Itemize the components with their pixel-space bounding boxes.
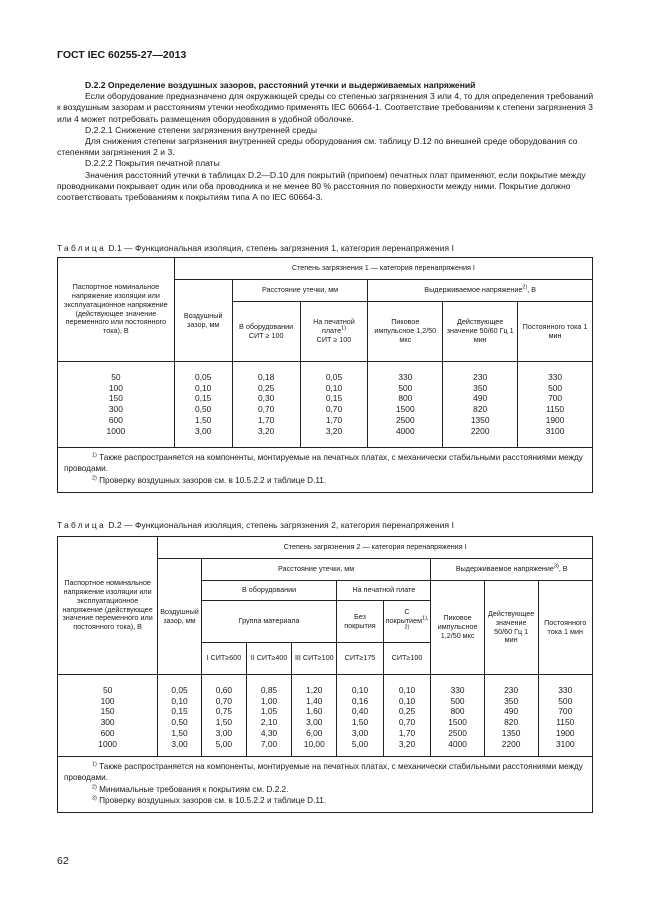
table-cell-value: 800 bbox=[450, 706, 465, 717]
table-cell-value: 2,10 bbox=[260, 717, 278, 728]
table-cell-value: 0,60 bbox=[215, 685, 233, 695]
table-cell-value: 3,00 bbox=[306, 717, 323, 728]
table2-head-group-ii: II СИТ≥400 bbox=[246, 643, 291, 675]
table1-caption-text: D.1 — Функциональная изоляция, степень загрязнения 1, категория перенапряжения I bbox=[108, 243, 455, 253]
table-cell-value: 3,00 bbox=[195, 425, 212, 436]
page-number: 62 bbox=[57, 855, 69, 867]
table-cell-value: 5,00 bbox=[215, 738, 233, 749]
table2-col-group-ii bbox=[246, 675, 291, 757]
table-cell-value: 3100 bbox=[545, 425, 565, 436]
table-cell-value: 0,70 bbox=[325, 404, 343, 415]
table1-col-impulse bbox=[368, 362, 443, 448]
paragraph-1: Если оборудование предназначено для окружающей среды со степенью загрязнения 3 или 4, то для определения требований к воздушным зазорам и расстояниям утечки необходимо применять IEC 60664-1. Соответствие требованиям к степени загрязнения 3 или 4 может потребовать размещения оборудования в удобной оболочке. bbox=[57, 91, 594, 124]
table2-col-dc bbox=[538, 675, 592, 757]
table-cell-value: 1,50 bbox=[171, 727, 188, 738]
table2-col-coat bbox=[383, 675, 431, 757]
table2-head-voltage: Паспортное номинальное напряжение изоляции или эксплуатационное напряжение (действующее значение переменного или постоянного тока), В bbox=[58, 537, 158, 675]
table-cell-value: 820 bbox=[473, 404, 488, 415]
table1-head-ac: Действующее значение 50/60 Гц 1 мин bbox=[443, 302, 518, 362]
table2-col-impulse bbox=[431, 675, 484, 757]
subheading-2: D.2.2.2 Покрытия печатной платы bbox=[85, 158, 220, 169]
table-cell-value: 0,85 bbox=[260, 685, 278, 695]
table-cell-value: 350 bbox=[504, 695, 519, 706]
table-cell-value: 0,70 bbox=[257, 404, 275, 415]
table-cell-value: 500 bbox=[450, 695, 465, 706]
table-cell-value: 1,70 bbox=[257, 414, 275, 425]
table2-head-coat: С покрытием$^{1), 2)}$ bbox=[383, 601, 431, 643]
table1-notes bbox=[58, 448, 593, 493]
table-cell-value: 7,00 bbox=[260, 738, 278, 749]
table-cell-value: 0,15 bbox=[325, 393, 343, 404]
document-header: ГОСТ IEC 60255-27—2013 bbox=[57, 49, 187, 61]
table2-head-group-i: I СИТ≥600 bbox=[201, 643, 246, 675]
table-cell-value: 0,10 bbox=[351, 685, 369, 695]
table-cell-value: 4000 bbox=[448, 738, 467, 749]
table-cell-value: 1350 bbox=[501, 727, 521, 738]
table1-head-equip: В оборудовании СИТ ≥ 100 bbox=[232, 302, 300, 362]
table-cell-value: 330 bbox=[450, 685, 465, 695]
table-cell-value: 500 bbox=[548, 382, 563, 393]
table2-head-impulse: Пиковое импульсное 1,2/50 мкс bbox=[431, 581, 484, 675]
table-cell-value: 0,70 bbox=[215, 695, 233, 706]
table-cell-value: 2200 bbox=[501, 738, 521, 749]
table2-col-nocoat bbox=[337, 675, 383, 757]
table-cell-value: 3,20 bbox=[325, 425, 343, 436]
table-cell-value: 50 bbox=[111, 372, 121, 382]
table-cell-value: 1,40 bbox=[306, 695, 323, 706]
table2-caption-text: D.2 — Функциональная изоляция, степень загрязнения 2, категория перенапряжения I bbox=[108, 520, 455, 530]
table1-head-pcb: На печатной плате$^{1)}$ СИТ ≥ 100 bbox=[300, 302, 368, 362]
table2-col-ac bbox=[484, 675, 538, 757]
table2-head-material: Группа материала bbox=[201, 601, 337, 643]
table-cell-value: 820 bbox=[504, 717, 519, 728]
table-cell-value: 50 bbox=[102, 685, 113, 695]
table1-col-ac bbox=[443, 362, 518, 448]
table-cell-value: 4,30 bbox=[260, 727, 278, 738]
table-cell-value: 1,70 bbox=[398, 727, 416, 738]
table-cell-value: 300 bbox=[108, 404, 123, 415]
table1-col-dc bbox=[518, 362, 593, 448]
table-cell-value: 5,00 bbox=[351, 738, 369, 749]
table-cell-value: 0,10 bbox=[398, 695, 416, 706]
table-cell-value: 2500 bbox=[448, 727, 467, 738]
table-cell-value: 6,00 bbox=[306, 727, 323, 738]
table2-col-group-iii bbox=[292, 675, 337, 757]
table-cell-value: 1,05 bbox=[260, 706, 278, 717]
table1-caption-prefix: Таблица bbox=[57, 243, 106, 253]
table1-col-clearance bbox=[174, 362, 232, 448]
table1-head-withstand: Выдерживаемое напряжение$^{2)}$, В bbox=[368, 280, 593, 302]
table-cell-value: 500 bbox=[398, 382, 413, 393]
table-cell-value: 3,20 bbox=[257, 425, 275, 436]
table-cell-value: 0,10 bbox=[171, 695, 188, 706]
table-cell-value: 1900 bbox=[545, 414, 565, 425]
table-cell-value: 3,00 bbox=[215, 727, 233, 738]
paragraph-2: Для снижения степени загрязнения внутренней среды оборудования см. таблицу D.12 по внешней среде оборудования со степенями загрязнения 2 и 3. bbox=[57, 136, 578, 158]
table-cell-value: 330 bbox=[398, 372, 413, 382]
table-cell-value: 4000 bbox=[395, 425, 415, 436]
table-cell-value: 150 bbox=[100, 706, 115, 717]
table-cell-value: 0,70 bbox=[398, 717, 416, 728]
table2 bbox=[57, 536, 593, 813]
table1-head-clearance: Воздушный зазор, мм bbox=[174, 280, 232, 362]
table2-head-creepage: Расстояние утечки, мм bbox=[201, 559, 431, 581]
table2-caption-prefix: Таблица bbox=[57, 520, 106, 530]
table-cell-value: 600 bbox=[100, 727, 115, 738]
table-cell-value: 490 bbox=[473, 393, 488, 404]
table2-note-2: $^{2)}$ Минимальные требования к покрытиям см. D.2.2. bbox=[92, 783, 289, 794]
table-cell-value: 490 bbox=[504, 706, 519, 717]
table-cell-value: 1500 bbox=[448, 717, 467, 728]
table2-data-row bbox=[58, 675, 593, 757]
table-cell-value: 1,50 bbox=[215, 717, 233, 728]
table-cell-value: 0,25 bbox=[257, 382, 275, 393]
table-cell-value: 1,70 bbox=[325, 414, 343, 425]
table-cell-value: 0,05 bbox=[325, 372, 343, 382]
table-cell-value: 1500 bbox=[395, 404, 415, 415]
table-cell-value: 0,30 bbox=[257, 393, 275, 404]
table-cell-value: 1,20 bbox=[306, 685, 323, 695]
table-cell-value: 2200 bbox=[470, 425, 490, 436]
table1-note-2: $^{2)}$ Проверку воздушных зазоров см. в 10.5.2.2 и таблице D.11. bbox=[92, 474, 327, 485]
table2-col-group-i bbox=[201, 675, 246, 757]
table-cell-value: 0,16 bbox=[351, 695, 369, 706]
table2-head-pcb: На печатной плате bbox=[337, 581, 431, 601]
table-cell-value: 100 bbox=[100, 695, 115, 706]
table-cell-value: 230 bbox=[473, 372, 488, 382]
table-cell-value: 1000 bbox=[106, 425, 126, 436]
table-cell-value: 600 bbox=[108, 414, 123, 425]
table-cell-value: 0,40 bbox=[351, 706, 369, 717]
table1-caption bbox=[57, 243, 454, 253]
table-cell-value: 3,00 bbox=[351, 727, 369, 738]
intro-text bbox=[57, 80, 594, 203]
paragraph-3: Значения расстояний утечки в таблицах D.2—D.10 для покрытий (припоем) печатных плат применяют, если покрытие между проводниками покрывает один или оба проводника и не менее 80 % расстояния по поверхности между ними. Покрытие должно соответствовать требованиям к покрытиям типа А по IEC 60664-3. bbox=[57, 169, 586, 203]
table1-col-voltage bbox=[58, 362, 175, 448]
table2-head-cti175: СИТ≥175 bbox=[337, 643, 383, 675]
table-cell-value: 330 bbox=[558, 685, 573, 695]
table2-head-ac: Действующее значение 50/60 Гц 1 мин bbox=[484, 581, 538, 675]
table-cell-value: 1000 bbox=[98, 738, 117, 749]
section-title: D.2.2 Определение воздушных зазоров, расстояний утечки и выдерживаемых напряжений bbox=[85, 80, 476, 90]
table-cell-value: 2500 bbox=[395, 414, 415, 425]
table-cell-value: 800 bbox=[398, 393, 413, 404]
table2-notes bbox=[58, 757, 593, 813]
table-cell-value: 1,50 bbox=[195, 414, 212, 425]
table-cell-value: 0,18 bbox=[257, 372, 275, 382]
table1-col-equip bbox=[232, 362, 300, 448]
table2-head-cti100: СИТ≥100 bbox=[383, 643, 431, 675]
table-cell-value: 0,15 bbox=[195, 393, 212, 404]
table-cell-value: 1900 bbox=[555, 727, 575, 738]
table-cell-value: 0,10 bbox=[325, 382, 343, 393]
table-cell-value: 0,75 bbox=[215, 706, 233, 717]
table-cell-value: 1,60 bbox=[306, 706, 323, 717]
table-cell-value: 1150 bbox=[546, 404, 565, 415]
table2-note-3: $^{3)}$ Проверку воздушных зазоров см. в 10.5.2.2 и таблице D.11. bbox=[92, 795, 327, 805]
table1-head-impulse: Пиковое импульсное 1,2/50 мкс bbox=[368, 302, 443, 362]
table-cell-value: 0,10 bbox=[398, 685, 416, 695]
table-cell-value: 150 bbox=[108, 393, 123, 404]
table-cell-value: 100 bbox=[108, 382, 123, 393]
table1-head-creepage: Расстояние утечки, мм bbox=[232, 280, 368, 302]
table-cell-value: 1,50 bbox=[351, 717, 369, 728]
table-cell-value: 0,50 bbox=[195, 404, 212, 415]
table2-caption bbox=[57, 520, 454, 530]
table-cell-value: 500 bbox=[558, 695, 573, 706]
table-cell-value: 330 bbox=[548, 372, 563, 382]
table2-head-nocoat: Без покрытия bbox=[337, 601, 383, 643]
table-cell-value: 300 bbox=[100, 717, 115, 728]
table-cell-value: 350 bbox=[473, 382, 488, 393]
table1-data-row bbox=[58, 362, 593, 448]
table-cell-value: 10,00 bbox=[303, 738, 325, 749]
table1-head-dc: Постоянного тока 1 мин bbox=[518, 302, 593, 362]
table-cell-value: 3,00 bbox=[171, 738, 188, 749]
table-cell-value: 700 bbox=[558, 706, 573, 717]
table-cell-value: 0,50 bbox=[171, 717, 188, 728]
table-cell-value: 700 bbox=[548, 393, 563, 404]
table-cell-value: 0,25 bbox=[398, 706, 416, 717]
table-cell-value: 230 bbox=[504, 685, 519, 695]
table1-col-pcb bbox=[300, 362, 368, 448]
table2-head-group-iii: III СИТ≥100 bbox=[292, 643, 337, 675]
table1-head-voltage: Паспортное номинальное напряжение изоляции или эксплуатационное напряжение (действующее значение переменного или постоянного тока), В bbox=[58, 258, 175, 362]
table-cell-value: 1350 bbox=[470, 414, 490, 425]
table2-head-withstand: Выдерживаемое напряжение$^{3)}$, В bbox=[431, 559, 593, 581]
table-cell-value: 3,20 bbox=[398, 738, 416, 749]
table2-head-dc: Постоянного тока 1 мин bbox=[538, 581, 592, 675]
table-cell-value: 0,15 bbox=[171, 706, 188, 717]
table-cell-value: 1150 bbox=[556, 717, 575, 728]
table2-note-1: $^{1)}$ Также распространяется на компоненты, монтируемые на печатных платах, с механически стабильными расстояниями между проводами. bbox=[64, 761, 583, 783]
table-cell-value: 1,00 bbox=[260, 695, 278, 706]
table-cell-value: 0,05 bbox=[171, 685, 188, 695]
table-cell-value: 0,05 bbox=[195, 372, 212, 382]
table1-head-group: Степень загрязнения 1 — категория перенапряжения I bbox=[174, 258, 592, 280]
table1 bbox=[57, 257, 593, 493]
table2-head-clearance: Воздушный зазор, мм bbox=[158, 559, 202, 675]
table1-note-1: $^{1)}$ Также распространяется на компоненты, монтируемые на печатных платах, с механически стабильными расстояниями между проводами. bbox=[64, 452, 583, 474]
subheading-1: D.2.2.1 Снижение степени загрязнения внутренней среды bbox=[85, 124, 318, 135]
table2-head-equip: В оборудовании bbox=[201, 581, 337, 601]
table2-head-group: Степень загрязнения 2 — категория перенапряжения I bbox=[158, 537, 593, 559]
table-cell-value: 3100 bbox=[555, 738, 575, 749]
table2-col-clearance bbox=[158, 675, 202, 757]
table-cell-value: 0,10 bbox=[195, 382, 212, 393]
table2-col-voltage bbox=[58, 675, 158, 757]
